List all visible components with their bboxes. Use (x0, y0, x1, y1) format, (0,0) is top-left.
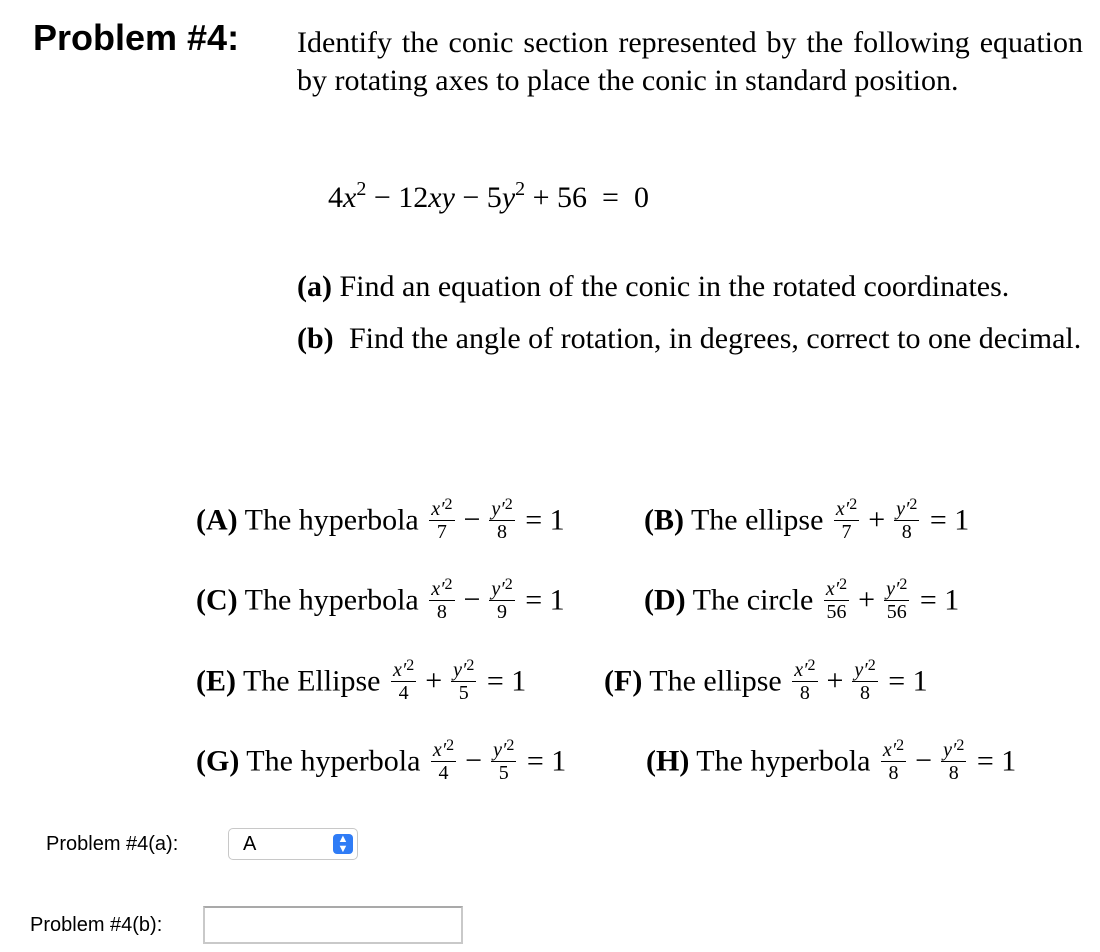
fraction: $\frac{x'^2}{7}$ (835, 496, 858, 543)
fraction: $\frac{y'^2}{8}$ (896, 496, 918, 543)
option-name: The hyperbola (246, 744, 421, 778)
option-name: The hyperbola (696, 744, 871, 778)
option-name: The hyperbola (244, 583, 419, 617)
option-name: The circle (692, 583, 814, 617)
option-g (196, 737, 567, 784)
problem-statement: Identify the conic section represented by the following equation by rotating axes to place the conic in standard position. (297, 26, 1083, 97)
fraction: $\frac{y'^2}{56}$ (886, 576, 908, 623)
option-c (196, 576, 565, 623)
operator: + (858, 583, 876, 617)
fraction: $\frac{y'^2}{9}$ (491, 576, 513, 623)
option-label: (F) (604, 664, 643, 698)
problem-title: Problem #4: (33, 17, 240, 58)
part-b-text: Find the angle of rotation, in degrees, correct to one decimal. (349, 322, 1082, 355)
part-a-label: (a) (297, 270, 332, 303)
option-label: (A) (196, 503, 238, 537)
option-label: (C) (196, 583, 238, 617)
option-e (196, 657, 527, 704)
operator: − (463, 503, 481, 537)
operator: + (826, 664, 844, 698)
part-b-label: (b) (297, 322, 334, 355)
option-label: (H) (646, 744, 690, 778)
option-d (644, 576, 960, 623)
answer-b-input[interactable] (203, 906, 463, 944)
operator: + (425, 664, 443, 698)
operator: + (868, 503, 886, 537)
option-rhs: = 1 (525, 503, 565, 537)
option-rhs: = 1 (919, 583, 960, 617)
fraction: $\frac{x'^2}{8}$ (882, 737, 905, 784)
fraction: $\frac{x'^2}{56}$ (825, 576, 848, 623)
option-a (196, 496, 565, 543)
option-rhs: = 1 (929, 503, 970, 537)
fraction: $\frac{x'^2}{8}$ (794, 657, 816, 704)
answer-b-label: Problem #4(b): (30, 914, 163, 936)
fraction: $\frac{x'^2}{8}$ (431, 576, 453, 623)
part-b (297, 320, 1083, 358)
option-label: (D) (644, 583, 686, 617)
option-label: (B) (644, 503, 684, 537)
option-rhs: = 1 (486, 664, 527, 698)
part-a-text: Find an equation of the conic in the rotated coordinates. (339, 270, 1010, 303)
option-rhs: = 1 (888, 664, 928, 698)
operator: − (915, 744, 933, 778)
answer-a-label: Problem #4(a): (46, 833, 179, 855)
option-rhs: = 1 (526, 744, 567, 778)
conic-equation: $4x^2 - 12xy - 5y^2 + 56 = 0$ (328, 178, 649, 214)
part-a (297, 268, 1009, 306)
fraction: $\frac{x'^2}{4}$ (392, 657, 415, 704)
option-f (604, 657, 928, 704)
fraction: $\frac{y'^2}{8}$ (491, 496, 513, 543)
fraction: $\frac{y'^2}{8}$ (943, 737, 965, 784)
up-down-chevron-icon: ▲ ▼ (333, 834, 353, 854)
option-name: The Ellipse (242, 664, 381, 698)
option-rhs: = 1 (976, 744, 1017, 778)
option-name: The ellipse (690, 503, 824, 537)
option-label: (G) (196, 744, 240, 778)
fraction: $\frac{y'^2}{5}$ (493, 737, 515, 784)
option-name: The hyperbola (244, 503, 419, 537)
option-name: The ellipse (649, 664, 782, 698)
option-h (646, 737, 1017, 784)
option-rhs: = 1 (525, 583, 565, 617)
answer-a-select[interactable] (228, 828, 358, 860)
option-label: (E) (196, 664, 236, 698)
answer-a-selected: A (243, 833, 257, 855)
fraction: $\frac{x'^2}{4}$ (432, 737, 455, 784)
fraction: $\frac{y'^2}{5}$ (453, 657, 475, 704)
fraction: $\frac{x'^2}{7}$ (431, 496, 453, 543)
option-b (644, 496, 970, 543)
fraction: $\frac{y'^2}{8}$ (854, 657, 876, 704)
operator: − (463, 583, 481, 617)
operator: − (465, 744, 483, 778)
